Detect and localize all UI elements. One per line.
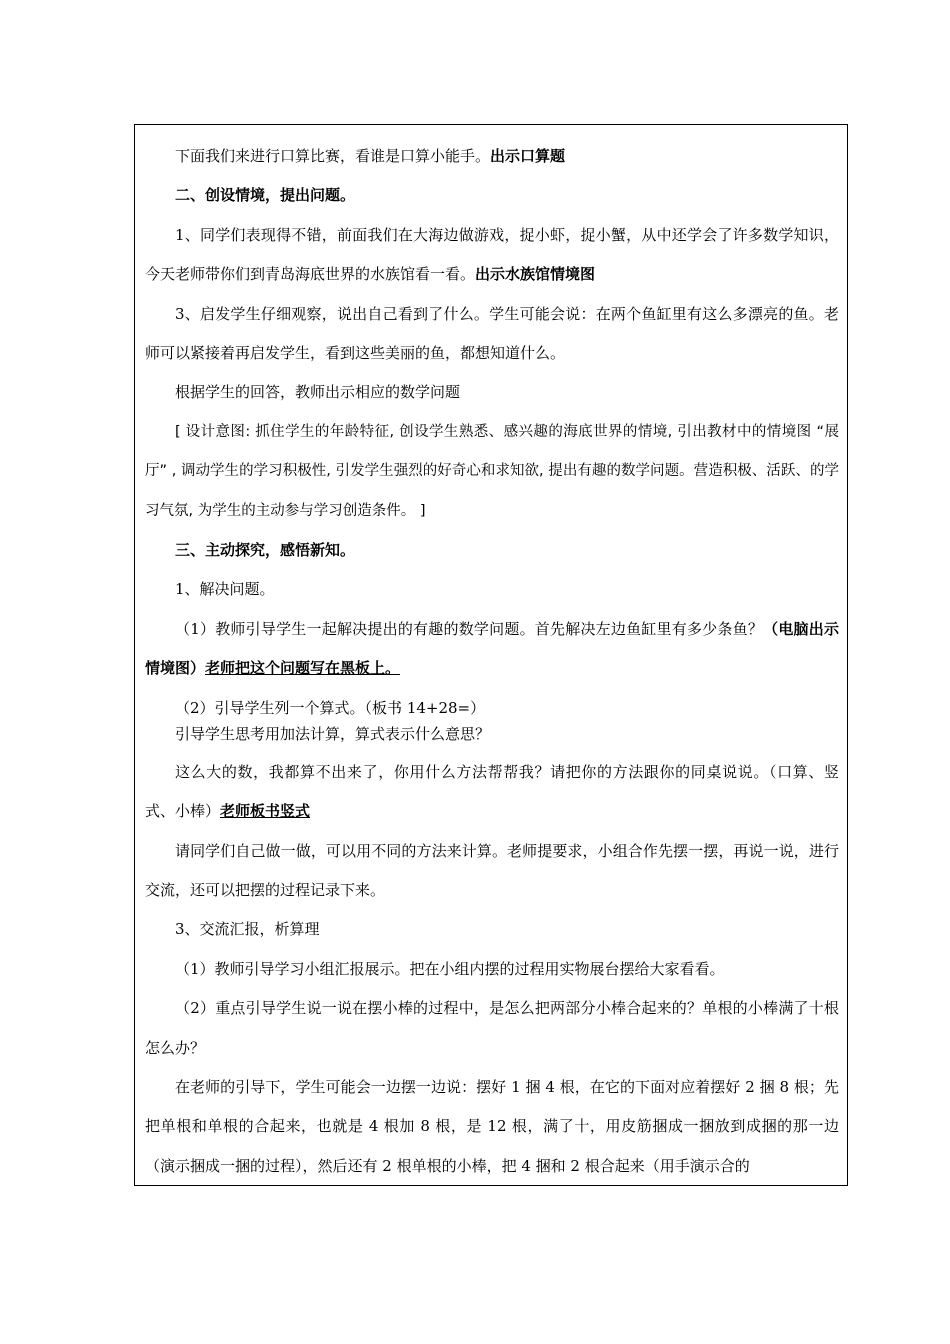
- paragraph-guide-solve: [145, 610, 839, 689]
- paragraph-formula: （2）引导学生列一个算式。（板书 14+28=）: [175, 698, 486, 717]
- lesson-content: [145, 137, 839, 1186]
- paragraph-observe: 3、启发学生仔细观察，说出自己看到了什么。学生可能会说：在两个鱼缸里有这么多漂亮的鱼。老师可以紧接着再启发学生，看到这些美丽的鱼，都想知道什么。: [145, 304, 839, 363]
- text: 这么大的数，我都算不出来了，你用什么方法帮帮我？请把你的方法跟你的同桌说说。（口算、竖式、小棒）: [145, 762, 839, 821]
- paragraph-show: （1）教师引导学习小组汇报展示。把在小组内摆的过程用实物展台摆给大家看看。: [175, 959, 725, 978]
- section-heading-3: 三、主动探究，感悟新知。: [175, 541, 356, 560]
- bold-instruction: （电脑出示情境图）: [145, 619, 839, 678]
- paragraph-methods: [145, 753, 839, 832]
- section-heading-2: 二、创设情境，提出问题。: [175, 186, 356, 205]
- bold-instruction: 出示口算题: [490, 147, 566, 165]
- text: 下面我们来进行口算比赛，看谁是口算小能手。: [175, 147, 491, 165]
- paragraph-sticks: （2）重点引导学生说一说在摆小棒的过程中，是怎么把两部分小棒合起来的？单根的小棒满了十根怎么办？: [145, 999, 839, 1057]
- lesson-plan-table-cell: [134, 124, 848, 1186]
- paragraph-solve-problem: 1、解决问题。: [175, 580, 275, 599]
- paragraph-design-intent: [ 设计意图: 抓住学生的年龄特征, 创设学生熟悉、感兴趣的海底世界的情境, 引出教材中的情境图 “展厅” , 调动学生的学习积极性, 引发学生强烈的好奇心和求知欲, 提出有趣的数学问题。营造积极、活跃、的学习气氛, 为学生的主动参与学习创造条件。 ]: [145, 423, 839, 519]
- underlined-instruction: 老师板书竖式: [220, 802, 311, 821]
- text: 1、同学们表现得不错，前面我们在大海边做游戏，捉小虾，捉小蟹，从中还学会了许多数学知识，今天老师带你们到青岛海底世界的水族馆看一看。: [145, 225, 839, 284]
- paragraph-addition-meaning: 引导学生思考用加法计算，算式表示什么意思？: [175, 724, 491, 743]
- paragraph-student-explain: 在老师的引导下，学生可能会一边摆一边说：摆好 1 捆 4 根，在它的下面对应着摆好 2 捆 8 根；先把单根和单根的合起来，也就是 4 根加 8 根，是 12 根，满了十，用皮筋捆成一捆放到成捆的那一边（演示捆成一捆的过程），然后还有 2 根单根的小棒，把 4 捆和 2 根合起来（用手演示合的: [145, 1077, 839, 1175]
- paragraph-report: 3、交流汇报，析算理: [175, 920, 320, 939]
- paragraph-aquarium: [145, 216, 839, 295]
- paragraph-oral-calc: [145, 137, 839, 176]
- bold-instruction: 出示水族馆情境图: [475, 265, 596, 284]
- paragraph-teacher-question: 根据学生的回答，教师出示相应的数学问题: [175, 383, 461, 402]
- text: （1）教师引导学生一起解决提出的有趣的数学问题。首先解决左边鱼缸里有多少条鱼？: [175, 619, 764, 638]
- underlined-instruction: 老师把这个问题写在黑板上。: [205, 659, 401, 678]
- paragraph-group-work: 请同学们自己做一做，可以用不同的方法来计算。老师提要求，小组合作先摆一摆，再说一说，进行交流，还可以把摆的过程记录下来。: [145, 841, 839, 899]
